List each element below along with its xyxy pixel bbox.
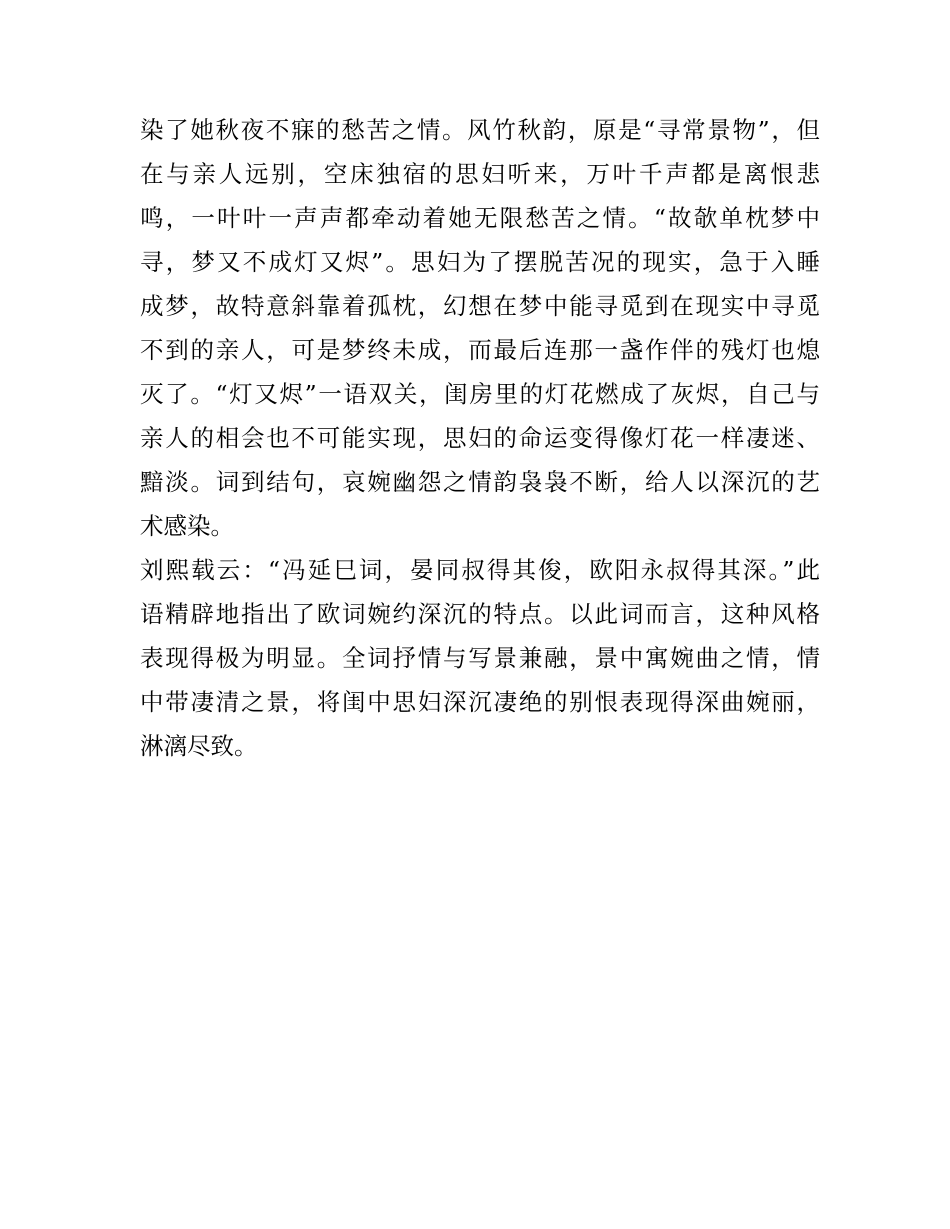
text-line: 术感染。: [140, 512, 234, 540]
paragraph-1: [140, 108, 820, 548]
text-line: 刘熙载云：“冯延巳词，晏同叔得其俊，欧阳永叔得其深。”此: [140, 556, 820, 584]
text-line: 灭了。“灯又烬”一语双关，闺房里的灯花燃成了灰烬，自己与: [140, 380, 820, 408]
text-line: 不到的亲人，可是梦终未成，而最后连那一盏作伴的残灯也熄: [140, 336, 820, 364]
text-line: 鸣，一叶叶一声声都牵动着她无限愁苦之情。“故欹单枕梦中: [140, 204, 820, 232]
text-line: 表现得极为明显。全词抒情与写景兼融，景中寓婉曲之情，情: [140, 644, 820, 672]
text-line: 寻，梦又不成灯又烬”。思妇为了摆脱苦况的现实，急于入睡: [140, 248, 820, 276]
paragraph-2: [140, 548, 820, 768]
text-line: 染了她秋夜不寐的愁苦之情。风竹秋韵，原是“寻常景物”，但: [140, 116, 820, 144]
text-line: 成梦，故特意斜靠着孤枕，幻想在梦中能寻觅到在现实中寻觅: [140, 292, 820, 320]
text-line: 黯淡。词到结句，哀婉幽怨之情韵袅袅不断，给人以深沉的艺: [140, 468, 820, 496]
text-line: 语精辟地指出了欧词婉约深沉的特点。以此词而言，这种风格: [140, 600, 820, 628]
text-line: 在与亲人远别，空床独宿的思妇听来，万叶千声都是离恨悲: [140, 160, 820, 188]
text-line: 淋漓尽致。: [140, 732, 258, 760]
text-line: 亲人的相会也不可能实现，思妇的命运变得像灯花一样凄迷、: [140, 424, 820, 452]
body-text: [140, 108, 820, 768]
text-line: 中带凄清之景，将闺中思妇深沉凄绝的别恨表现得深曲婉丽，: [140, 688, 820, 716]
